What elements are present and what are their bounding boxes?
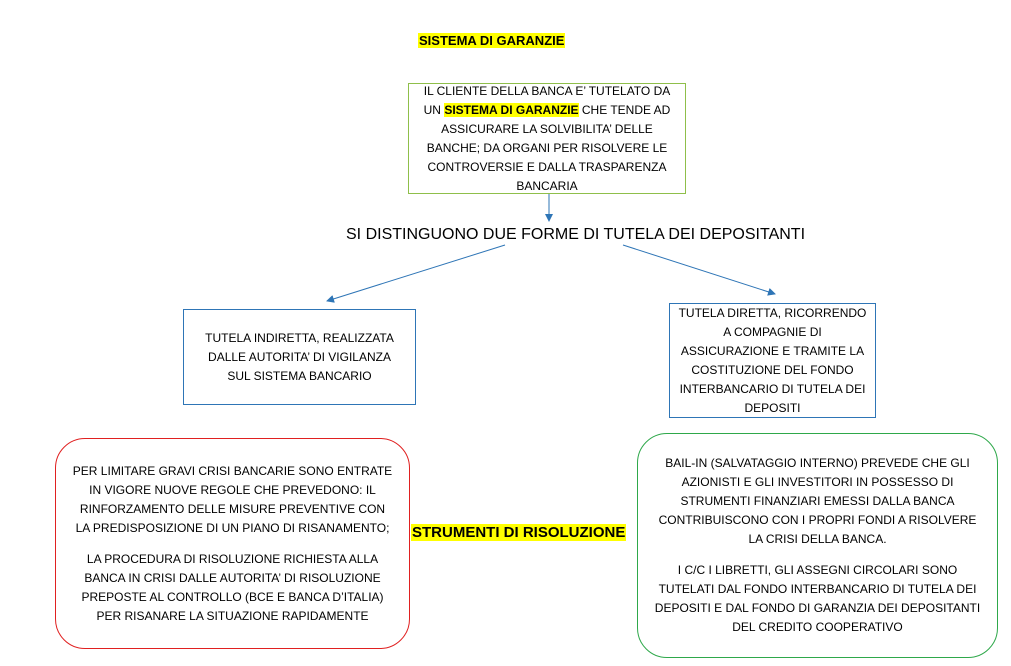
top-box-text bbox=[409, 82, 685, 196]
red-box-paragraph-2: LA PROCEDURA DI RISOLUZIONE RICHIESTA ALLA BANCA IN CRISI DALLE AUTORITA’ DI RISOLUZIONE PREPOSTE AL CONTROLLO (BCE E BANCA D’ITALIA) PER RISANARE LA SITUAZIONE RAPIDAMENTE bbox=[81, 551, 384, 623]
green-box-paragraph-2: I C/C I LIBRETTI, GLI ASSEGNI CIRCOLARI SONO TUTELATI DAL FONDO INTERBANCARIO DI TUTELA DEI DEPOSITI E DAL FONDO DI GARANZIA DEI DEPOSITANTI DEL CREDITO COOPERATIVO bbox=[654, 563, 981, 634]
red-box-paragraph-1: PER LIMITARE GRAVI CRISI BANCARIE SONO ENTRATE IN VIGORE NUOVE REGOLE CHE PREVEDONO: IL RINFORZAMENTO DELLE MISURE PREVENTIVE CON LA PREDISPOSIZIONE DI UN PIANO DI RISANAMENTO; bbox=[72, 463, 393, 535]
green-box bbox=[637, 433, 998, 658]
arrow-heading-to-left bbox=[327, 245, 505, 301]
red-box bbox=[55, 438, 410, 649]
top-box-highlight: SISTEMA DI GARANZIE bbox=[444, 102, 579, 117]
page-title: SISTEMA DI GARANZIE bbox=[419, 33, 565, 48]
left-box bbox=[183, 309, 416, 405]
strumenti-label: STRUMENTI DI RISOLUZIONE bbox=[412, 524, 626, 541]
left-box-text: TUTELA INDIRETTA, REALIZZATA DALLE AUTORITA’ DI VIGILANZA SUL SISTEMA BANCARIO bbox=[205, 330, 394, 383]
right-box-text: TUTELA DIRETTA, RICORRENDO A COMPAGNIE DI ASSICURAZIONE E TRAMITE LA COSTITUZIONE DEL FONDO INTERBANCARIO DI TUTELA DEI DEPOSITI bbox=[678, 305, 867, 415]
arrow-heading-to-right bbox=[623, 245, 775, 294]
top-box bbox=[408, 83, 686, 194]
right-box bbox=[669, 303, 876, 418]
top-box-after: CHE TENDE AD ASSICURARE LA SOLVIBILITA’ DELLE BANCHE; DA ORGANI PER RISOLVERE LE CONTROVERSIE E DALLA TRASPARENZA BANCARIA bbox=[426, 102, 671, 193]
top-box-before: IL CLIENTE DELLA BANCA E’ TUTELATO DA UN bbox=[423, 83, 671, 117]
green-box-paragraph-1: BAIL-IN (SALVATAGGIO INTERNO) PREVEDE CHE GLI AZIONISTI E GLI INVESTITORI IN POSSESSO DI STRUMENTI FINANZIARI EMESSI DALLA BANCA CONTRIBUISCONO CON I PROPRI FONDI A RISOLVERE LA CRISI DELLA BANCA. bbox=[658, 456, 977, 546]
heading: SI DISTINGUONO DUE FORME DI TUTELA DEI DEPOSITANTI bbox=[346, 226, 806, 243]
